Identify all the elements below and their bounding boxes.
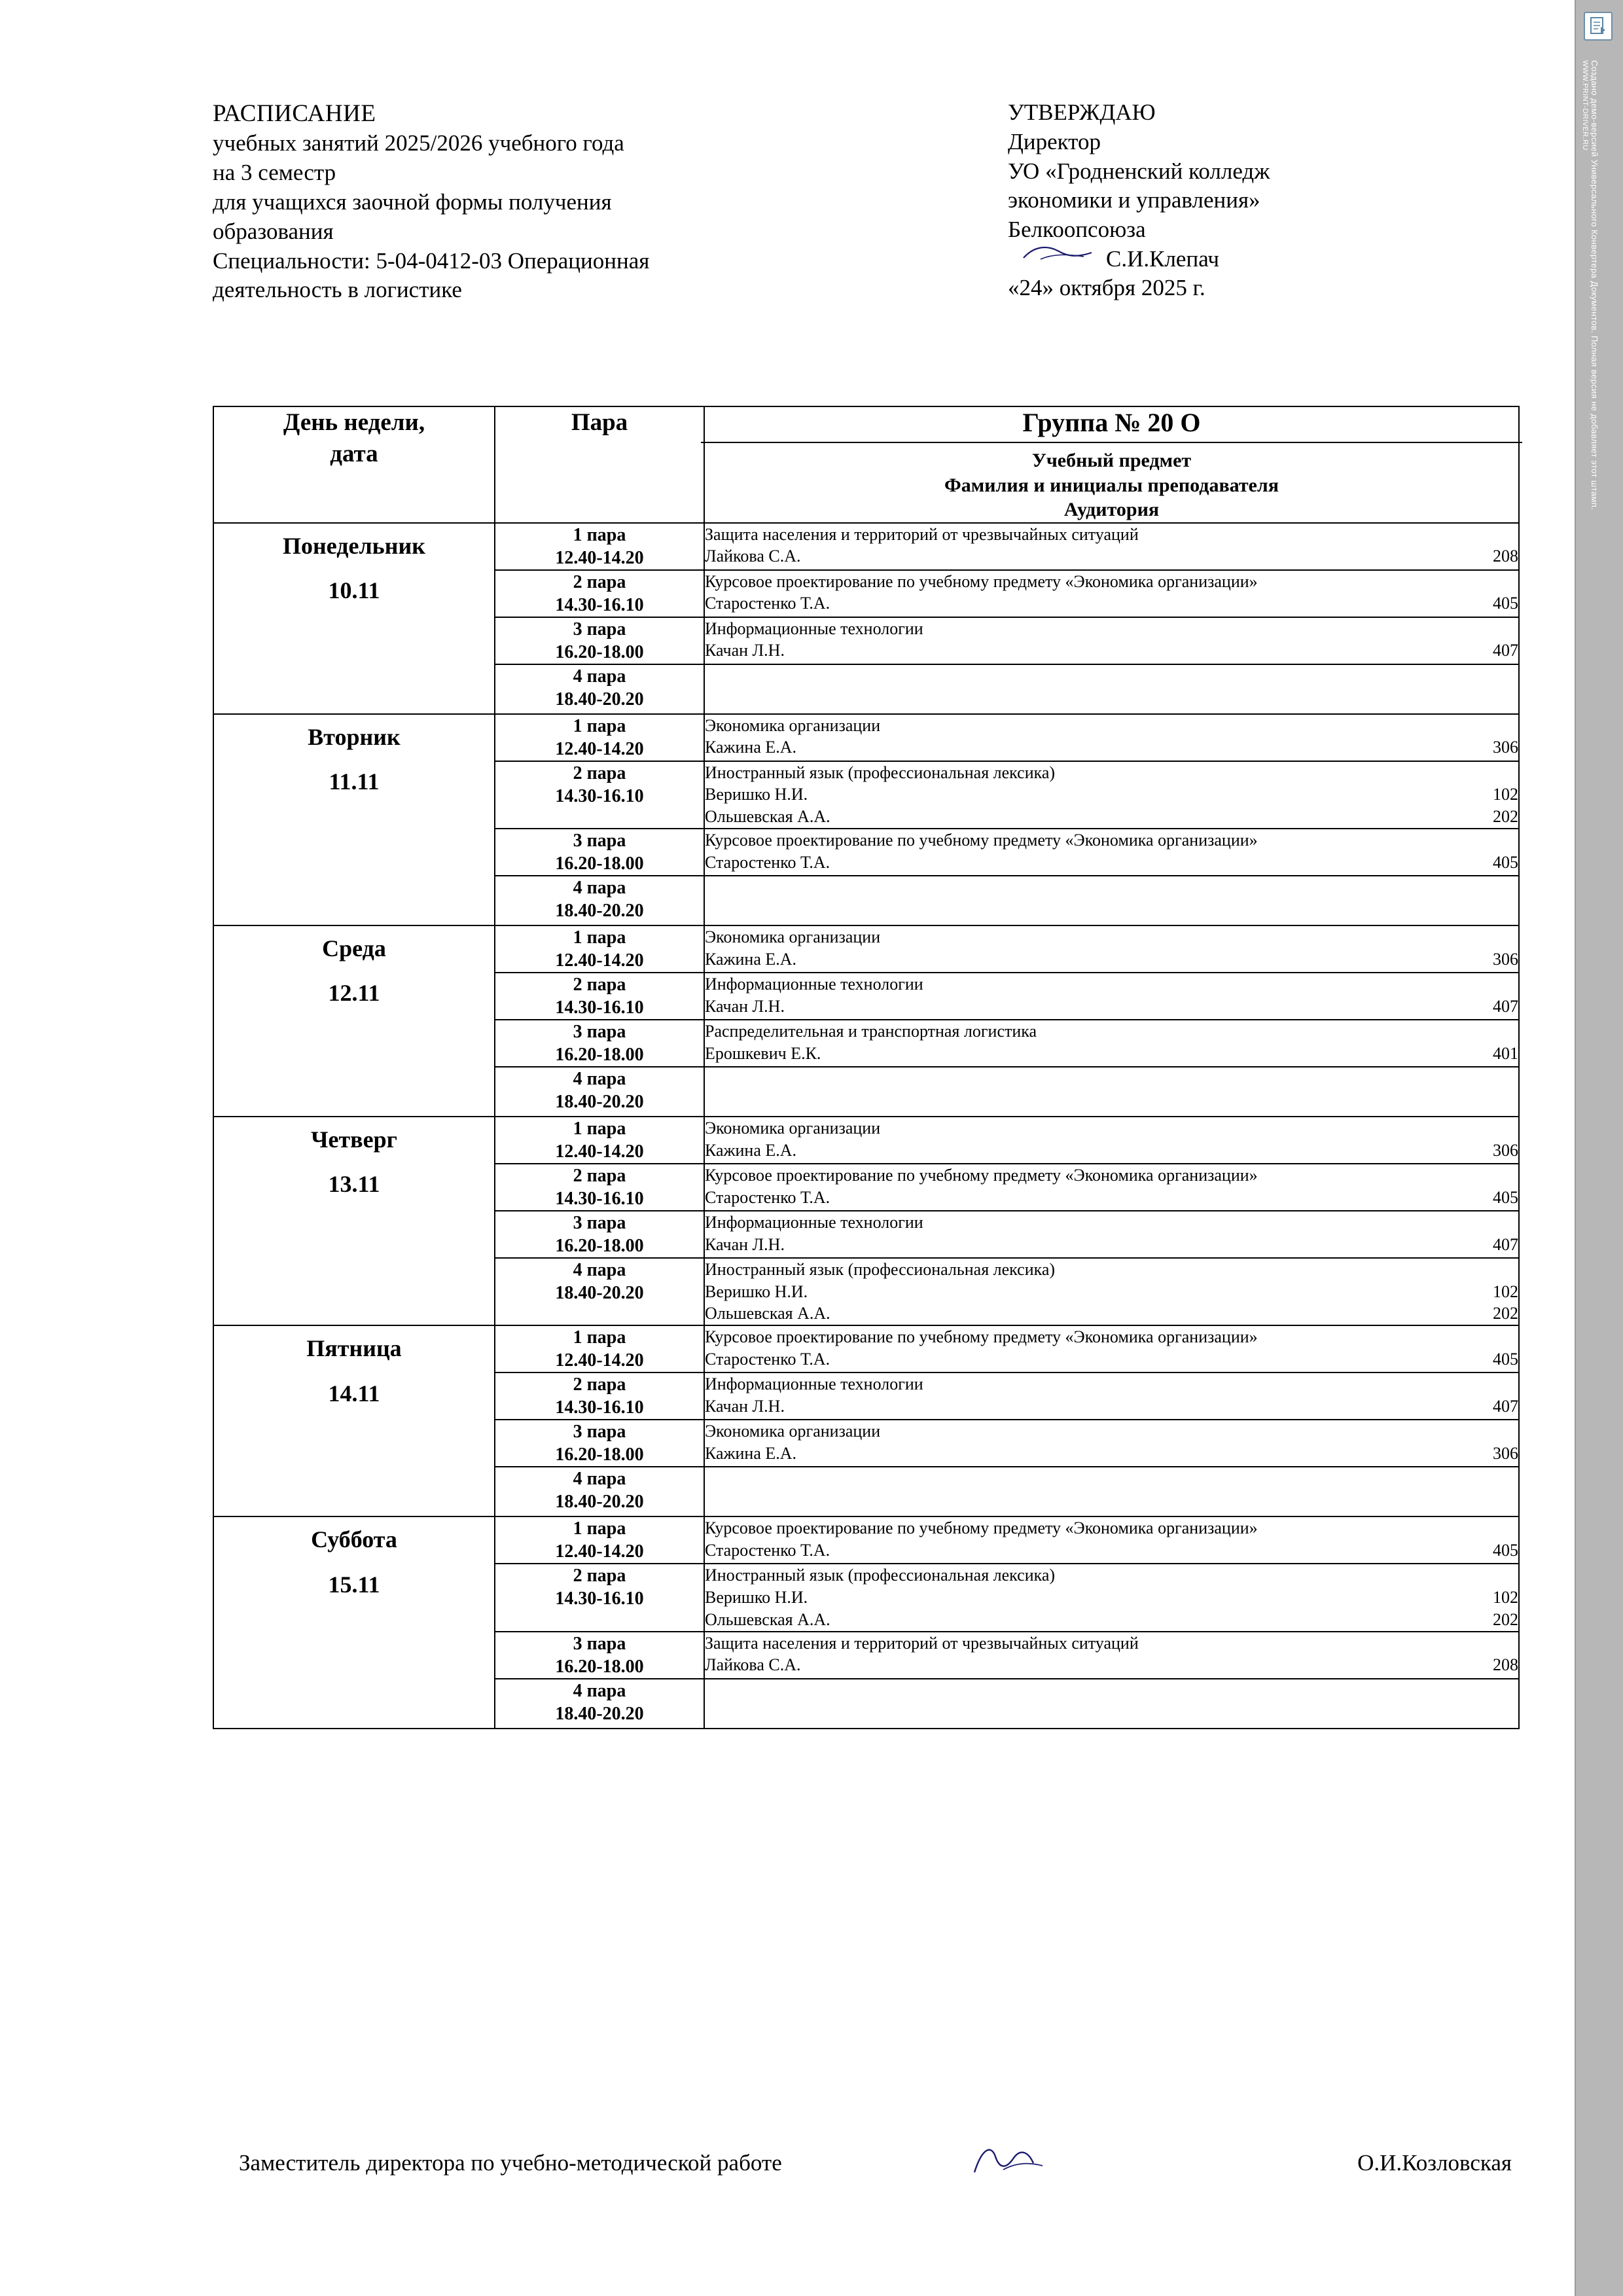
watermark-strip bbox=[1575, 0, 1623, 2296]
teacher-room-line bbox=[705, 1348, 1518, 1371]
pair-number: 3 пара bbox=[573, 619, 626, 639]
pair-number: 4 пара bbox=[573, 877, 626, 898]
teacher-name: Старостенко Т.А. bbox=[705, 852, 830, 872]
day-cell bbox=[213, 523, 495, 714]
pair-time: 12.40-14.20 bbox=[555, 738, 644, 759]
schedule-row bbox=[213, 714, 1519, 761]
day-date: 14.11 bbox=[328, 1380, 380, 1407]
header-day-line1: День недели, bbox=[283, 409, 425, 436]
lesson-cell bbox=[704, 1325, 1519, 1372]
room-number: 407 bbox=[1493, 1234, 1518, 1254]
pair-number: 4 пара bbox=[573, 1259, 626, 1280]
room-number: 306 bbox=[1493, 1140, 1518, 1160]
header-day-column bbox=[213, 406, 495, 523]
lesson-subject: Экономика организации bbox=[705, 715, 881, 735]
pair-cell bbox=[495, 714, 704, 761]
pair-cell bbox=[495, 1420, 704, 1467]
lesson-cell bbox=[704, 617, 1519, 664]
lesson-subject: Курсовое проектирование по учебному предмету «Экономика организации» bbox=[705, 830, 1258, 850]
pair-time: 18.40-20.20 bbox=[555, 900, 644, 921]
approval-date: «24» октября 2025 г. bbox=[1008, 274, 1205, 300]
pair-time: 14.30-16.10 bbox=[555, 1588, 644, 1609]
approval-line-4: экономики и управления» bbox=[1008, 187, 1260, 213]
lesson-cell bbox=[704, 664, 1519, 714]
lesson-cell bbox=[704, 1258, 1519, 1325]
pair-time: 12.40-14.20 bbox=[555, 547, 644, 568]
room-number: 102 bbox=[1493, 785, 1518, 804]
room-number: 208 bbox=[1493, 1655, 1518, 1675]
teacher-name: Веришко Н.И. bbox=[705, 1282, 808, 1301]
teacher-room-line bbox=[705, 1443, 1518, 1465]
pair-cell bbox=[495, 570, 704, 617]
pair-number: 4 пара bbox=[573, 1469, 626, 1490]
teacher-name: Качан Л.Н. bbox=[705, 1397, 785, 1416]
teacher-room-line bbox=[705, 806, 1518, 828]
document-footer bbox=[213, 2150, 1518, 2202]
teacher-name: Ольшевская А.А. bbox=[705, 1304, 830, 1323]
pair-number: 3 пара bbox=[573, 830, 626, 851]
pair-number: 1 пара bbox=[573, 1518, 626, 1539]
pair-time: 18.40-20.20 bbox=[555, 1091, 644, 1112]
teacher-name: Веришко Н.И. bbox=[705, 785, 808, 804]
pair-time: 12.40-14.20 bbox=[555, 950, 644, 971]
lesson-cell bbox=[704, 1516, 1519, 1564]
teacher-name: Ольшевская А.А. bbox=[705, 807, 830, 827]
pair-time: 14.30-16.10 bbox=[555, 594, 644, 615]
day-cell bbox=[213, 925, 495, 1117]
lesson-subject: Распределительная и транспортная логистика bbox=[705, 1021, 1037, 1041]
teacher-room-line bbox=[705, 1587, 1518, 1609]
lesson-cell bbox=[704, 523, 1519, 570]
lesson-subject: Экономика организации bbox=[705, 1118, 881, 1138]
room-number: 202 bbox=[1493, 1609, 1518, 1629]
header-group-column bbox=[704, 406, 1519, 523]
pair-number: 1 пара bbox=[573, 715, 626, 736]
pair-time: 18.40-20.20 bbox=[555, 1492, 644, 1513]
header-pair-column: Пара bbox=[495, 406, 704, 523]
day-date: 11.11 bbox=[329, 768, 380, 795]
watermark-text-url: WWW.PRINT-DRIVER.RU bbox=[1581, 60, 1589, 151]
signature-icon bbox=[1021, 242, 1106, 264]
schedule-title-block bbox=[213, 98, 985, 305]
pair-time: 12.40-14.20 bbox=[555, 1541, 644, 1562]
pair-time: 16.20-18.00 bbox=[555, 641, 644, 662]
title-line-2: учебных занятий 2025/2026 учебного года bbox=[213, 130, 624, 156]
lesson-cell bbox=[704, 1679, 1519, 1729]
teacher-room-line bbox=[705, 1395, 1518, 1418]
lesson-cell bbox=[704, 1564, 1519, 1631]
approval-line-3: УО «Гродненский колледж bbox=[1008, 158, 1270, 184]
pair-time: 18.40-20.20 bbox=[555, 1282, 644, 1303]
teacher-room-line bbox=[705, 736, 1518, 759]
teacher-name: Ерошкевич Е.К. bbox=[705, 1043, 821, 1063]
pair-number: 3 пара bbox=[573, 1422, 626, 1443]
pair-cell bbox=[495, 1372, 704, 1420]
room-number: 401 bbox=[1493, 1043, 1518, 1063]
pair-time: 16.20-18.00 bbox=[555, 1235, 644, 1256]
room-number: 405 bbox=[1493, 1541, 1518, 1560]
teacher-room-line bbox=[705, 1302, 1518, 1325]
approval-line-1: УТВЕРЖДАЮ bbox=[1008, 99, 1156, 125]
director-name: С.И.Клепач bbox=[1106, 245, 1219, 272]
pair-cell bbox=[495, 1164, 704, 1211]
pair-cell bbox=[495, 1020, 704, 1067]
room-number: 208 bbox=[1493, 547, 1518, 566]
pair-number: 3 пара bbox=[573, 1633, 626, 1654]
lesson-cell bbox=[704, 1020, 1519, 1067]
lesson-subject: Курсовое проектирование по учебному предмету «Экономика организации» bbox=[705, 1165, 1258, 1185]
lesson-subject: Иностранный язык (профессиональная лексика) bbox=[705, 762, 1056, 782]
room-number: 306 bbox=[1493, 949, 1518, 969]
lesson-cell bbox=[704, 1164, 1519, 1211]
pair-cell bbox=[495, 1679, 704, 1729]
pair-cell bbox=[495, 761, 704, 829]
day-name: Вторник bbox=[308, 723, 401, 750]
schedule-table bbox=[213, 406, 1520, 1729]
pair-number: 4 пара bbox=[573, 1680, 626, 1701]
room-number: 202 bbox=[1493, 807, 1518, 827]
pair-number: 2 пара bbox=[573, 571, 626, 592]
pair-number: 2 пара bbox=[573, 974, 626, 995]
pair-cell bbox=[495, 973, 704, 1020]
lesson-cell bbox=[704, 570, 1519, 617]
pair-time: 12.40-14.20 bbox=[555, 1350, 644, 1371]
lesson-subject: Информационные технологии bbox=[705, 619, 923, 638]
pair-number: 2 пара bbox=[573, 1566, 626, 1587]
lesson-subject: Защита населения и территорий от чрезвычайных ситуаций bbox=[705, 1633, 1139, 1653]
teacher-room-line bbox=[705, 1281, 1518, 1303]
teacher-room-line bbox=[705, 592, 1518, 615]
teacher-name: Ольшевская А.А. bbox=[705, 1609, 830, 1629]
lesson-subject: Курсовое проектирование по учебному предмету «Экономика организации» bbox=[705, 571, 1258, 591]
lesson-cell bbox=[704, 1467, 1519, 1516]
lesson-cell bbox=[704, 1420, 1519, 1467]
pair-number: 1 пара bbox=[573, 1118, 626, 1139]
pair-cell bbox=[495, 829, 704, 876]
approval-line-2: Директор bbox=[1008, 128, 1101, 154]
document-converter-icon bbox=[1584, 12, 1613, 41]
schedule-row bbox=[213, 1516, 1519, 1564]
footer-position: Заместитель директора по учебно-методической работе bbox=[239, 2150, 782, 2176]
teacher-name: Кажина Е.А. bbox=[705, 738, 797, 757]
lesson-cell bbox=[704, 1632, 1519, 1679]
room-number: 202 bbox=[1493, 1304, 1518, 1323]
title-line-6: Специальности: 5-04-0412-03 Операционная bbox=[213, 247, 650, 274]
pair-cell bbox=[495, 1325, 704, 1372]
pair-cell bbox=[495, 1632, 704, 1679]
pair-cell bbox=[495, 1467, 704, 1516]
lesson-subject: Информационные технологии bbox=[705, 1374, 923, 1394]
pair-number: 3 пара bbox=[573, 1021, 626, 1042]
lesson-cell bbox=[704, 714, 1519, 761]
teacher-name: Старостенко Т.А. bbox=[705, 1541, 830, 1560]
pair-cell bbox=[495, 1564, 704, 1631]
teacher-room-line bbox=[705, 1234, 1518, 1256]
teacher-room-line bbox=[705, 996, 1518, 1018]
watermark-text-main: Создано демо-версией Универсального Конвертера Документов. Полная версия не добавляет этот штамп. bbox=[1590, 60, 1599, 511]
pair-time: 18.40-20.20 bbox=[555, 1703, 644, 1724]
day-name: Суббота bbox=[311, 1526, 397, 1553]
room-number: 407 bbox=[1493, 996, 1518, 1016]
lesson-subject: Курсовое проектирование по учебному предмету «Экономика организации» bbox=[705, 1327, 1258, 1347]
teacher-name: Качан Л.Н. bbox=[705, 641, 785, 660]
title-line-3: на 3 семестр bbox=[213, 160, 336, 186]
day-cell bbox=[213, 1516, 495, 1728]
pair-time: 16.20-18.00 bbox=[555, 1656, 644, 1677]
teacher-room-line bbox=[705, 1539, 1518, 1562]
schedule-row bbox=[213, 1117, 1519, 1164]
day-name: Среда bbox=[322, 935, 386, 961]
day-name: Пятница bbox=[306, 1335, 402, 1362]
teacher-room-line bbox=[705, 948, 1518, 971]
day-cell bbox=[213, 714, 495, 925]
pair-cell bbox=[495, 523, 704, 570]
title-line-4: для учащихся заочной формы получения bbox=[213, 188, 612, 215]
teacher-room-line bbox=[705, 1609, 1518, 1631]
pair-cell bbox=[495, 1211, 704, 1258]
teacher-name: Кажина Е.А. bbox=[705, 1140, 797, 1160]
lesson-cell bbox=[704, 1211, 1519, 1258]
teacher-room-line bbox=[705, 545, 1518, 567]
pair-cell bbox=[495, 876, 704, 925]
pair-number: 2 пара bbox=[573, 1165, 626, 1186]
teacher-name: Веришко Н.И. bbox=[705, 1588, 808, 1607]
lesson-subject: Информационные технологии bbox=[705, 1212, 923, 1232]
pair-number: 4 пара bbox=[573, 1068, 626, 1089]
table-header-row bbox=[213, 406, 1519, 523]
lesson-subject: Иностранный язык (профессиональная лексика) bbox=[705, 1566, 1056, 1585]
lesson-cell bbox=[704, 876, 1519, 925]
teacher-name: Кажина Е.А. bbox=[705, 1444, 797, 1463]
lesson-subject: Информационные технологии bbox=[705, 974, 923, 994]
pair-number: 1 пара bbox=[573, 524, 626, 545]
teacher-name: Качан Л.Н. bbox=[705, 996, 785, 1016]
schedule-row bbox=[213, 1325, 1519, 1372]
pair-time: 14.30-16.10 bbox=[555, 1188, 644, 1209]
document-header bbox=[0, 98, 1576, 373]
day-date: 13.11 bbox=[328, 1171, 380, 1198]
teacher-name: Качан Л.Н. bbox=[705, 1234, 785, 1254]
room-number: 306 bbox=[1493, 738, 1518, 757]
day-date: 10.11 bbox=[328, 577, 380, 603]
room-number: 306 bbox=[1493, 1444, 1518, 1463]
lesson-subject: Курсовое проектирование по учебному предмету «Экономика организации» bbox=[705, 1518, 1258, 1538]
title-line-7: деятельность в логистике bbox=[213, 277, 462, 303]
day-date: 12.11 bbox=[328, 980, 380, 1007]
lesson-cell bbox=[704, 973, 1519, 1020]
pair-cell bbox=[495, 925, 704, 973]
teacher-name: Старостенко Т.А. bbox=[705, 1187, 830, 1207]
teacher-name: Старостенко Т.А. bbox=[705, 1350, 830, 1369]
schedule-row bbox=[213, 925, 1519, 973]
pair-number: 4 пара bbox=[573, 666, 626, 687]
lesson-subject: Экономика организации bbox=[705, 927, 881, 946]
group-sub-1: Учебный предмет bbox=[1031, 450, 1192, 471]
teacher-room-line bbox=[705, 1139, 1518, 1162]
room-number: 405 bbox=[1493, 852, 1518, 872]
teacher-name: Старостенко Т.А. bbox=[705, 594, 830, 613]
day-name: Понедельник bbox=[283, 532, 425, 559]
lesson-cell bbox=[704, 829, 1519, 876]
day-cell bbox=[213, 1325, 495, 1516]
teacher-room-line bbox=[705, 852, 1518, 874]
lesson-subject: Защита населения и территорий от чрезвычайных ситуаций bbox=[705, 524, 1139, 544]
teacher-name: Кажина Е.А. bbox=[705, 949, 797, 969]
director-signature-line bbox=[1008, 245, 1531, 274]
header-day-line2: дата bbox=[330, 440, 378, 468]
teacher-room-line bbox=[705, 783, 1518, 806]
teacher-room-line bbox=[705, 1187, 1518, 1209]
pair-number: 3 пара bbox=[573, 1212, 626, 1233]
title-line-1: РАСПИСАНИЕ bbox=[213, 100, 376, 127]
pair-cell bbox=[495, 1258, 704, 1325]
lesson-cell bbox=[704, 1372, 1519, 1420]
teacher-room-line bbox=[705, 1654, 1518, 1676]
pair-time: 18.40-20.20 bbox=[555, 689, 644, 709]
pair-number: 1 пара bbox=[573, 927, 626, 948]
pair-time: 16.20-18.00 bbox=[555, 853, 644, 874]
room-number: 405 bbox=[1493, 594, 1518, 613]
pair-cell bbox=[495, 1067, 704, 1117]
pair-time: 14.30-16.10 bbox=[555, 785, 644, 806]
approval-line-5: Белкоопсоюза bbox=[1008, 217, 1146, 243]
teacher-room-line bbox=[705, 639, 1518, 662]
room-number: 405 bbox=[1493, 1187, 1518, 1207]
teacher-name: Лайкова С.А. bbox=[705, 1655, 801, 1675]
lesson-cell bbox=[704, 761, 1519, 829]
teacher-name: Лайкова С.А. bbox=[705, 547, 801, 566]
group-title: Группа № 20 О bbox=[701, 407, 1522, 443]
pair-time: 16.20-18.00 bbox=[555, 1444, 644, 1465]
lesson-subject: Иностранный язык (профессиональная лексика) bbox=[705, 1259, 1056, 1279]
pair-number: 2 пара bbox=[573, 1374, 626, 1395]
pair-number: 1 пара bbox=[573, 1327, 626, 1348]
lesson-cell bbox=[704, 925, 1519, 973]
deputy-signature-icon bbox=[965, 2141, 1063, 2180]
pair-time: 16.20-18.00 bbox=[555, 1044, 644, 1065]
pair-time: 12.40-14.20 bbox=[555, 1141, 644, 1162]
day-name: Четверг bbox=[311, 1126, 397, 1153]
pair-cell bbox=[495, 1516, 704, 1564]
room-number: 407 bbox=[1493, 641, 1518, 660]
approval-block bbox=[1008, 98, 1531, 303]
group-sub-3: Аудитория bbox=[1063, 499, 1160, 520]
pair-number: 2 пара bbox=[573, 762, 626, 783]
pair-cell bbox=[495, 664, 704, 714]
pair-time: 14.30-16.10 bbox=[555, 997, 644, 1018]
group-sub-2: Фамилия и инициалы преподавателя bbox=[944, 474, 1279, 496]
teacher-room-line bbox=[705, 1043, 1518, 1065]
schedule-row bbox=[213, 523, 1519, 570]
room-number: 102 bbox=[1493, 1282, 1518, 1301]
pair-time: 14.30-16.10 bbox=[555, 1397, 644, 1418]
title-line-5: образования bbox=[213, 218, 334, 244]
lesson-cell bbox=[704, 1117, 1519, 1164]
room-number: 407 bbox=[1493, 1397, 1518, 1416]
day-date: 15.11 bbox=[328, 1571, 380, 1598]
lesson-subject: Экономика организации bbox=[705, 1422, 881, 1441]
room-number: 405 bbox=[1493, 1350, 1518, 1369]
day-cell bbox=[213, 1117, 495, 1325]
pair-cell bbox=[495, 617, 704, 664]
pair-cell bbox=[495, 1117, 704, 1164]
room-number: 102 bbox=[1493, 1588, 1518, 1607]
footer-name: О.И.Козловская bbox=[1357, 2150, 1512, 2176]
lesson-cell bbox=[704, 1067, 1519, 1117]
